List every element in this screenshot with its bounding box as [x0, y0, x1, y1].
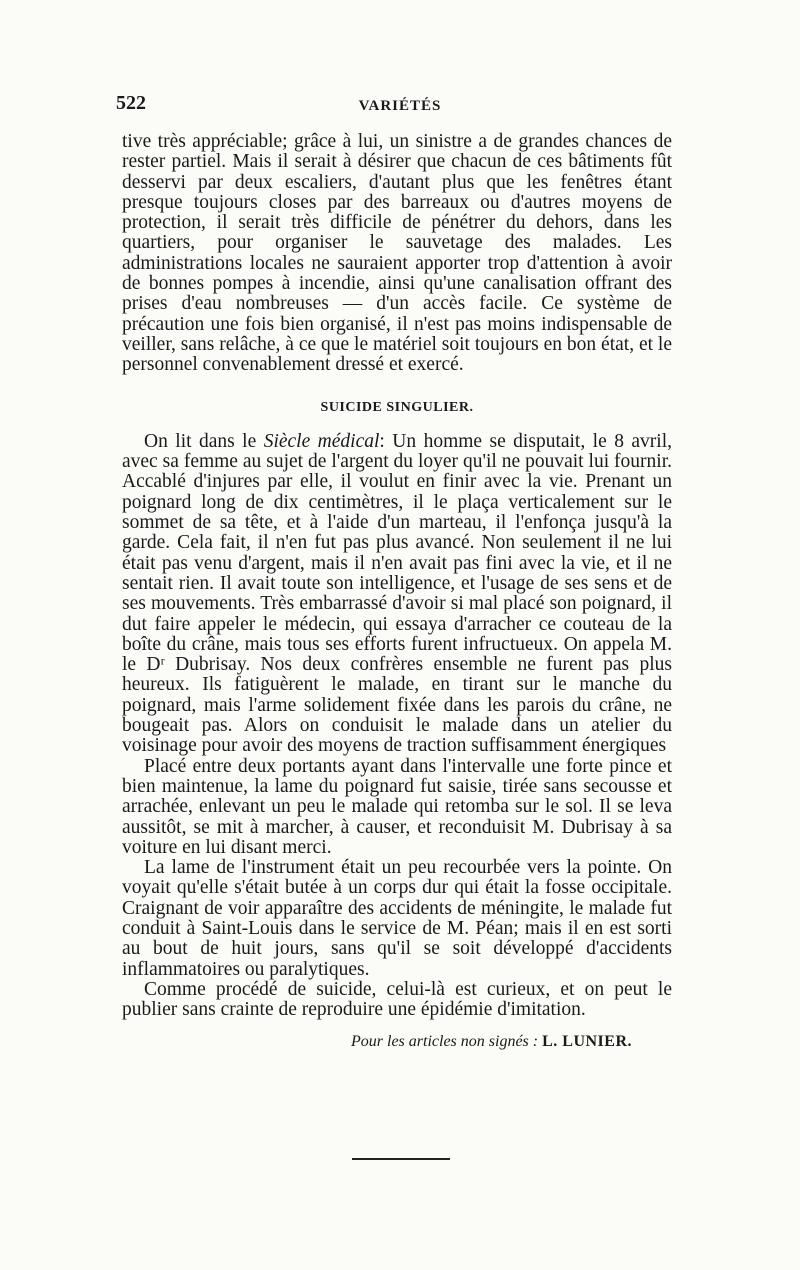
- page-number: 522: [116, 92, 146, 114]
- signature-author: L. LUNIER.: [542, 1033, 632, 1051]
- paragraph-1: [122, 432, 672, 757]
- running-head: VARIÉTÉS: [358, 98, 442, 114]
- signature-line: [122, 1032, 672, 1052]
- journal-title: Siècle médical: [263, 430, 380, 452]
- paragraph-1-text: : Un homme se disputait, le 8 avril, avec sa femme au sujet de l'argent du loyer qu'il ne pouvait lui fournir. Accablé d'injures par elle, il voulut en finir avec la vie. Prenant un poignard long de dix centimètres, il le plaça verticalement sur le sommet de sa tête, et à l'aide d'un marteau, il l'enfonça jusqu'à la garde. Cela fait, il n'en fut pas plus avancé. Non seulement il ne lui était pas venu d'argent, mais il n'en avait pas fini avec la vie, et il ne sentait rien. Il avait toute son intelligence, et l'usage de ses sens et de ses mouvements. Très embarrassé d'avoir si mal placé son poignard, il dut faire appeler le médecin, qui essaya d'arracher ce couteau de la boîte du crâne, mais tous ses efforts furent infructueux. On appela M. le Dʳ Dubrisay. Nos deux confrères ensemble ne furent pas plus heureux. Ils fatiguèrent le malade, en tirant sur le manche du poignard, mais l'arme solidement fixée dans les parois du crâne, ne bougeait pas. Alors on conduisit le malade dans un atelier du voisinage pour avoir des moyens de traction suffisamment énergiques: [122, 430, 672, 757]
- paragraph-3: La lame de l'instrument était un peu recourbée vers la pointe. On voyait qu'elle s'était butée à un corps dur qui était la fosse occipitale. Craignant de voir apparaître des accidents de méningite, le malade fut conduit à Saint-Louis dans le service de M. Péan; mais il en est sorti au bout de huit jours, sans qu'il se soit développé d'accidents inflammatoires ou paralytiques.: [122, 857, 672, 980]
- end-rule: [352, 1158, 450, 1160]
- paragraph-4: Comme procédé de suicide, celui-là est curieux, et on peut le publier sans crainte de reproduire une épidémie d'imitation.: [122, 978, 672, 1021]
- paragraph-1-lead: On lit dans le: [144, 430, 264, 452]
- signature-prefix: Pour les articles non signés :: [351, 1033, 539, 1051]
- section-heading: SUICIDE SINGULIER.: [320, 399, 474, 415]
- article-body: [122, 132, 672, 1053]
- paragraph-2: Placé entre deux portants ayant dans l'intervalle une forte pince et bien maintenue, la lame du poignard fut saisie, tirée sans secousse et arrachée, enlevant un peu le malade qui retomba sur le sol. Il se leva aussitôt, se mit à marcher, à causer, et reconduisit M. Dubrisay à sa voiture en lui disant merci.: [122, 755, 672, 858]
- intro-paragraph: tive très appréciable; grâce à lui, un sinistre a de grandes chances de rester partiel. Mais il serait à désirer que chacun de ces bâtiments fût desservi par deux escaliers, d'autant plus que les fenêtres étant presque toujours closes par des barreaux ou d'autres moyens de protection, il serait très difficile de pénétrer du dehors, dans les quartiers, pour organiser le sauvetage des malades. Les administrations locales ne sauraient apporter trop d'attention à avoir de bonnes pompes à incendie, ainsi qu'une canalisation offrant des prises d'eau nombreuses — d'un accès facile. Ce système de précaution une fois bien organisé, il n'est pas moins indispensable de veiller, sans relâche, à ce que le matériel soit toujours en bon état, et le personnel convenablement dressé et exercé.: [122, 131, 672, 376]
